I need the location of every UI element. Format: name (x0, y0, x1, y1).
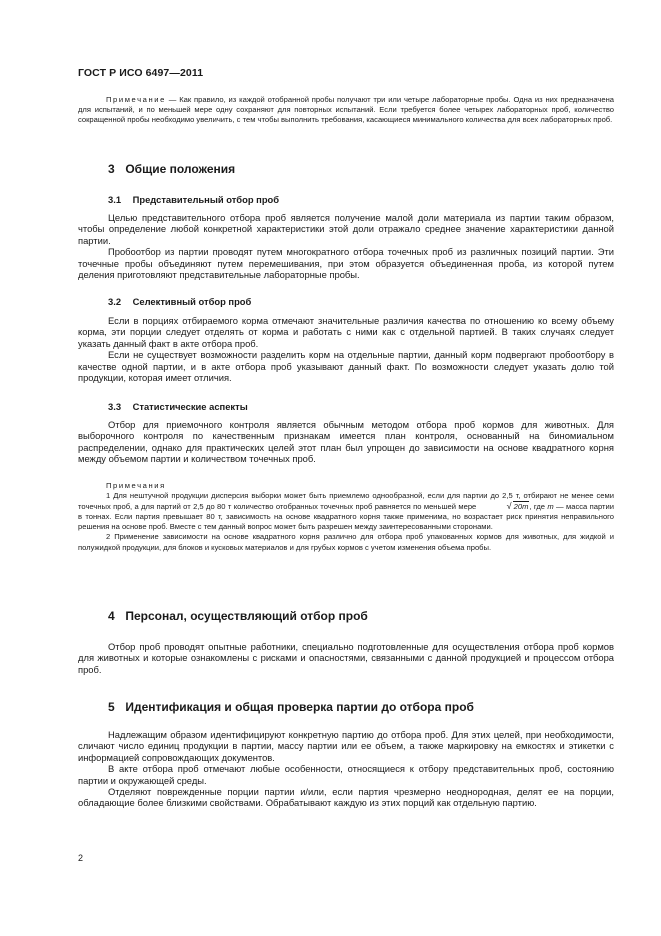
section-3-2-title: Селективный отбор проб (132, 296, 252, 307)
paragraph: Целью представительного отбора проб является получение малой доли материала из партии таким образом, чтобы определение любой конкретной характеристики этой доли отражало среднее значение характеристики данной партии. (78, 212, 614, 246)
section-3-3-body (78, 419, 614, 465)
top-note (78, 95, 614, 126)
section-3-title: Общие положения (125, 162, 236, 176)
paragraph: Надлежащим образом идентифицируют конкретную партию до отбора проб. Для этих целей, при необходимости, сличают число единиц продукции в партии, массу партии или ее объем, а также маркировку на емкостях и этикетки с информацией сопровождающих документов. (78, 729, 614, 763)
section-3-1-body (78, 212, 614, 280)
notes-label: Примечания (106, 481, 166, 490)
note-2: 2 Применение зависимости на основе квадратного корня различно для отбора проб упакованных кормов для животных, для жидкой и полужидкой продукции, для блоков и кусковых материалов и для грубых кормов с учетом изменения объема пробы. (78, 532, 614, 552)
section-5-body (78, 729, 614, 809)
section-5-title: Идентификация и общая проверка партии до отбора проб (125, 700, 474, 714)
paragraph: Отбор проб проводят опытные работники, специально подготовленные для осуществления отбора проб кормов для животных и которые ознакомлены с рисками и опасностями, связанными с данной продукцией и процессом отбора проб. (78, 641, 614, 675)
note-label: Примечание (106, 95, 166, 104)
paragraph: В акте отбора проб отмечают любые особенности, относящиеся к отбору представительных проб, состоянию партии и окружающей среды. (78, 763, 614, 786)
section-3-3-title: Статистические аспекты (132, 401, 248, 412)
paragraph: Отделяют поврежденные порции партии и/или, если партия чрезмерно неоднородная, делят ее на порции, обладающие более близкими свойствами. Обрабатывают каждую из этих порций как отдельную партию. (78, 786, 614, 809)
page-number: 2 (78, 853, 84, 863)
paragraph: Пробоотбор из партии проводят путем многократного отбора точечных проб из различных позиций партии. Эти точечные пробы объединяют путем перемешивания, при этом образуется объединенная проба, из которой путем деления приготовляют представительные лабораторные пробы. (78, 246, 614, 281)
paragraph: Если в порциях отбираемого корма отмечают значительные различия качества по отношению ко всему объему корма, эти порции следует отделять от корма и работать с ними как с отдельной партией. В таких случаях следует указать данный факт в акте отбора проб. (78, 315, 614, 349)
section-3-3-heading: 3.3 Статистические аспекты (108, 401, 248, 412)
section-3-1-title: Представительный отбор проб (132, 194, 280, 205)
section-5-heading: 5 Идентификация и общая проверка партии до отбора проб (108, 700, 474, 714)
paragraph: Если не существует возможности разделить корм на отдельные партии, данный корм подвергают пробоотбору в качестве одной партии, и в акте отбора проб указывают данный факт. По возможности следует указать долю той продукции, которая имеет отличия. (78, 349, 614, 384)
document-header: ГОСТ Р ИСО 6497—2011 (78, 67, 204, 79)
note-1: 1 Для нештучной продукции дисперсия выборки может быть приемлемо однообразной, если для партии до 2,5 т, отбирают не менее семи точечных проб, а для партий от 2,5 до 80 т количество отобранных точечных проб равняется по меньшей мере √ 20m, где m — масса партии в тоннах. Если партия превышает 80 т, зависимость на основе квадратного корня также применима, но возрастает риск принятия неправильного решения на основе проб. Вместе с тем данный вопрос может быть разрешен между заинтересованными сторонами. (78, 491, 614, 532)
note-text: — Как правило, из каждой отобранной пробы получают три или четыре лабораторные пробы. Одна из них предназначена для испытаний, и по меньшей мере одну сохраняют для повторных испытаний. Если требуется более четырех лабораторных проб, количество сокращенной пробы необходимо увеличить, с тем чтобы выполнить требования, касающиеся минимального количества для всех лабораторных проб. (78, 95, 614, 125)
section-3-2-heading: 3.2 Селективный отбор проб (108, 296, 252, 307)
section-3-2-body (78, 315, 614, 383)
sqrt-formula: √ 20m (479, 502, 530, 512)
paragraph: Отбор для приемочного контроля является обычным методом отбора проб кормов для животных. Для выборочного контроля по качественным признакам имеется план контроля, основанный на биномиальном распределении, однако для практических целей этот план был упрощен до зависимости на основе квадратного корня между объемом партии и количеством точечных проб. (78, 419, 614, 465)
section-3-1-heading: 3.1 Представительный отбор проб (108, 194, 280, 205)
section-4-body (78, 641, 614, 675)
section-4-title: Персонал, осуществляющий отбор проб (125, 609, 368, 623)
section-3-heading: 3 Общие положения (108, 162, 236, 176)
section-3-3-notes (78, 481, 614, 553)
section-4-heading: 4 Персонал, осуществляющий отбор проб (108, 609, 368, 623)
